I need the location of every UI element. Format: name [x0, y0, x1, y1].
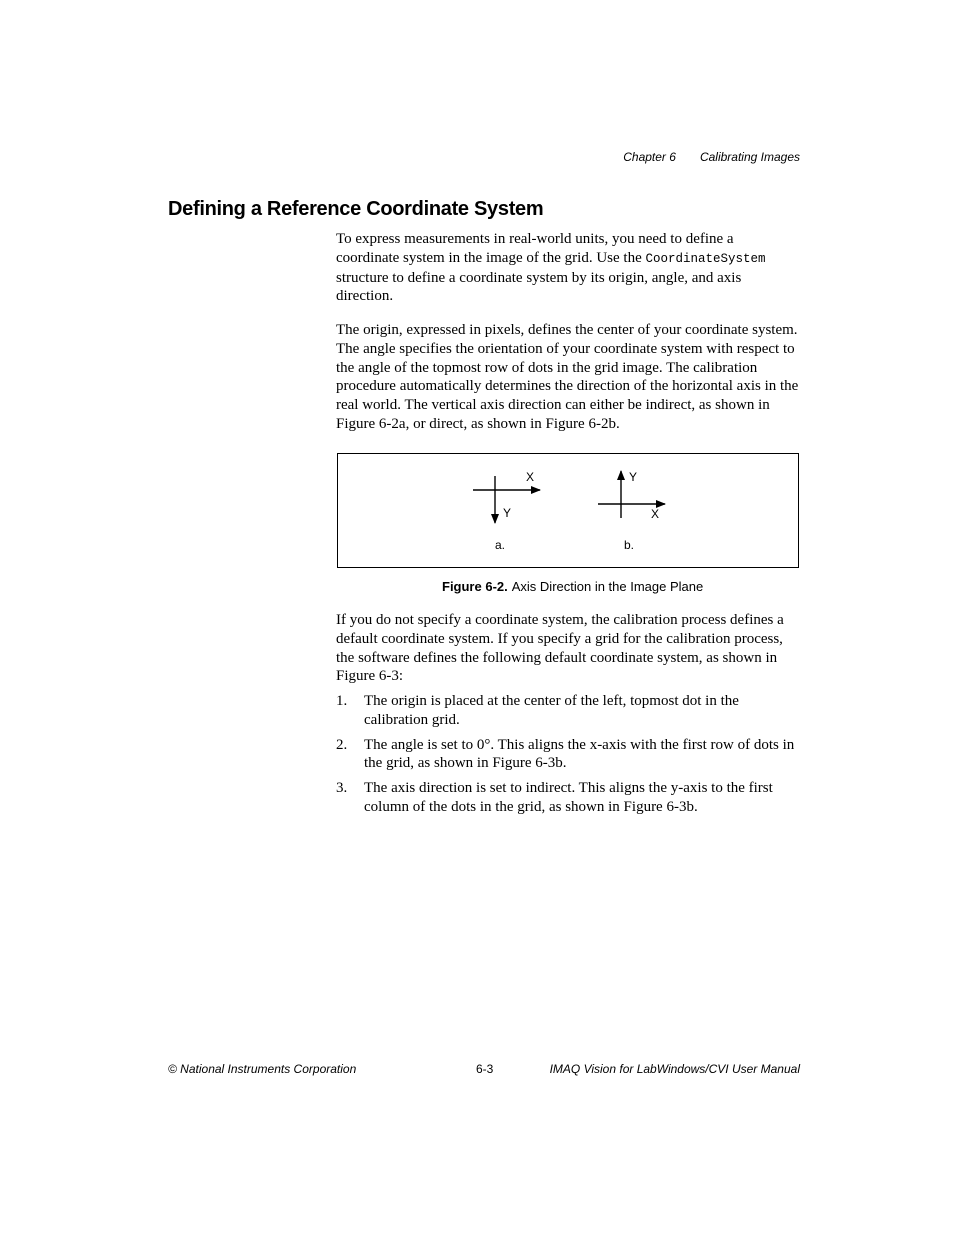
paragraph-1-text-after: structure to define a coordinate system by its origin, angle, and axis direction. [336, 269, 742, 305]
paragraph-1 [336, 230, 800, 306]
list-item-number: 2. [336, 736, 348, 753]
list-item-text: The angle is set to 0°. This aligns the x-axis with the first row of dots in the grid, as shown in Figure 6-3b. [364, 736, 795, 772]
figure-caption-number: Figure 6-2. [442, 579, 508, 594]
list-item-text: The origin is placed at the center of the left, topmost dot in the calibration grid. [364, 693, 739, 728]
paragraph-1-text-before: To express measurements in real-world units, you need to define a coordinate system in the image of the grid. Use the [336, 231, 734, 266]
figure-a-y-label: Y [503, 506, 512, 520]
figure-a-x-label: X [526, 470, 535, 484]
axis-diagram [338, 454, 800, 569]
paragraph-3-text: If you do not specify a coordinate system, the calibration process defines a default coordinate system. If you specify a grid for the calibration process, the software defines the following default coordinate system, as shown in Figure 6-3: [336, 612, 784, 685]
paragraph-2 [336, 321, 800, 434]
footer-manual-title: IMAQ Vision for LabWindows/CVI User Manual [549, 1062, 800, 1076]
header-title: Calibrating Images [699, 150, 800, 164]
list-item-number: 3. [336, 780, 348, 797]
list-item-number: 1. [336, 693, 348, 709]
footer-copyright: © National Instruments Corporation [168, 1062, 357, 1076]
figure-caption-text: Axis Direction in the Image Plane [511, 579, 704, 594]
list-item [336, 779, 800, 817]
numbered-list [336, 692, 800, 823]
figure-b-x-label: X [651, 507, 660, 521]
figure-caption [442, 579, 703, 594]
figure-a-panel-label: a. [495, 538, 506, 552]
paragraph-2-text: The origin, expressed in pixels, defines the center of your coordinate system. The angle specifies the orientation of your coordinate system with respect to the angle of the topmost row of dots in the grid image. The calibration procedure automatically determines the direction of the horizontal axis in the real world. The vertical axis direction can either be indirect, as shown in Figure 6-2a, or direct, as shown in Figure 6-2b. [336, 322, 799, 432]
list-item [336, 736, 800, 774]
running-header [623, 150, 800, 164]
footer-page-number: 6-3 [476, 1062, 494, 1076]
section-heading: Defining a Reference Coordinate System [168, 198, 544, 220]
figure-b-y-label: Y [629, 470, 638, 484]
figure-axis-direction [337, 453, 799, 568]
coordinate-system-code: CoordinateSystem [645, 251, 766, 266]
list-item-text: The axis direction is set to indirect. This aligns the y-axis to the first column of the dots in the grid, as shown in Figure 6-3b. [364, 780, 773, 815]
figure-b-panel-label: b. [624, 538, 635, 552]
list-item [336, 692, 800, 730]
paragraph-3 [336, 611, 800, 686]
header-chapter: Chapter 6 [623, 150, 676, 164]
